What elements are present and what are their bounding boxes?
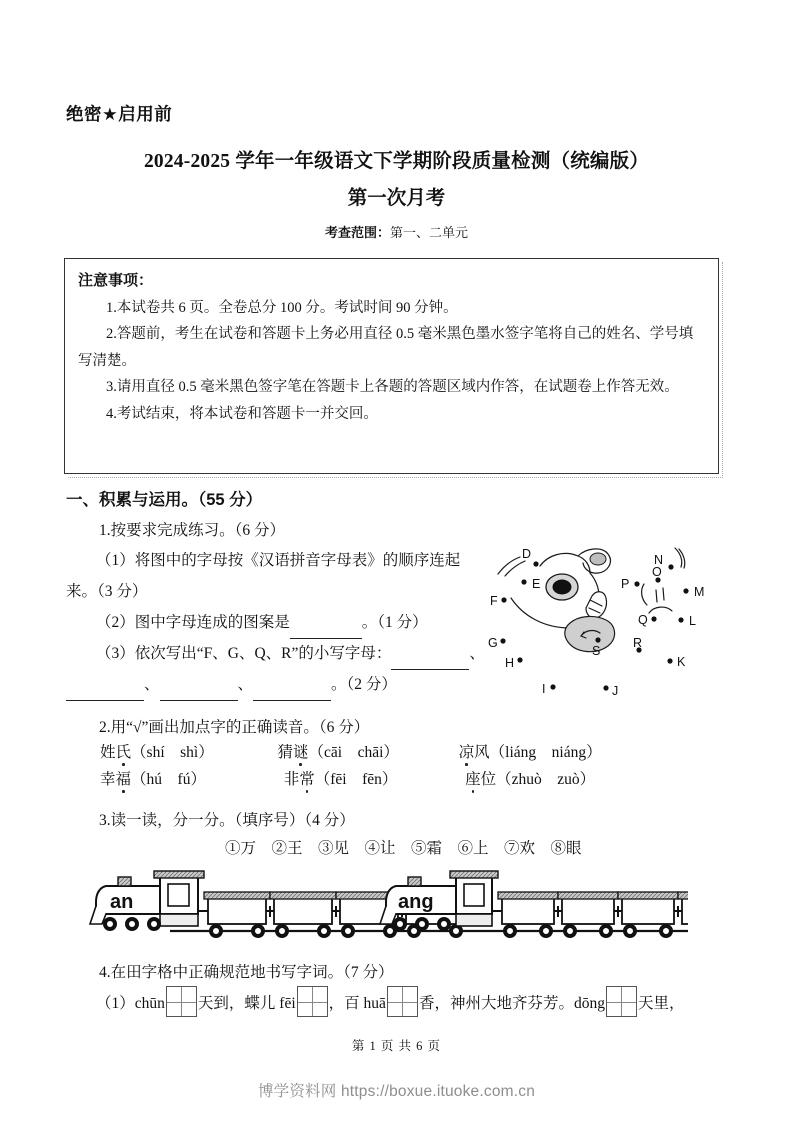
q2-item	[284, 771, 398, 788]
question-1-sub3-line2	[66, 670, 397, 701]
puzzle-letter-I: I	[542, 682, 546, 696]
puzzle-letter-S: S	[592, 644, 601, 658]
puzzle-letter-O: O	[652, 565, 662, 579]
exam-scope	[0, 222, 793, 241]
comma-3: 、	[237, 676, 254, 693]
question-1-sub1-line2: 来。（3 分）	[66, 583, 148, 600]
question-3-stem: 3.读一读，分一分。（填序号）（4 分）	[99, 812, 355, 829]
q2-item	[465, 771, 595, 788]
question-1-sub3-line1	[96, 639, 485, 670]
question-1-sub2-post: 。（1 分）	[361, 614, 428, 631]
tianzige-cell[interactable]	[297, 986, 328, 1017]
tianzige-cell[interactable]	[387, 986, 418, 1017]
puzzle-letter-K: K	[677, 655, 686, 669]
answer-blank[interactable]	[391, 639, 469, 670]
notice-box	[64, 258, 719, 474]
comma-1: 、	[469, 645, 485, 662]
page-subtitle: 第一次月考	[347, 188, 446, 209]
question-4-stem: 4.在田字格中正确规范地书写字词。（7 分）	[99, 964, 394, 981]
q2-word-post: 风	[474, 744, 490, 761]
q2-item	[459, 744, 602, 761]
q2-options[interactable]: （zhuò zuò）	[496, 771, 596, 788]
puzzle-letter-J: J	[612, 684, 619, 698]
q4-text-3: 香，神州大地齐芬芳。	[418, 995, 574, 1012]
train-label-ang: ang	[398, 891, 434, 913]
puzzle-letter-H: H	[505, 656, 515, 670]
notice-item: 3.请用直径 0.5 毫米黑色签字笔在答题卡上各题的答题区域内作答，在试题卷上作答无效。	[106, 379, 679, 395]
q2-dotted-char: 福	[115, 771, 132, 788]
question-2-row-1	[100, 738, 602, 768]
q4-text-2: ，百	[328, 995, 364, 1012]
puzzle-letter-D: D	[522, 547, 532, 561]
answer-blank[interactable]	[253, 670, 331, 701]
q4-text-4: 天里，	[637, 995, 685, 1012]
q4-text-1: 天到，蝶儿	[197, 995, 280, 1012]
answer-blank[interactable]	[290, 608, 362, 639]
page-title: 2024-2025 学年一年级语文下学期阶段质量检测（统编版）	[143, 151, 650, 172]
q4-pinyin-hua: huā	[363, 995, 386, 1012]
train-illustration	[88, 862, 688, 940]
answer-blank[interactable]	[66, 670, 144, 701]
puzzle-letter-L: L	[689, 614, 696, 628]
notice-item: 2.答题前，考生在试卷和答题卡上务必用直径 0.5 毫米黑色墨水签字笔将自己的姓名、学号填写清楚。	[78, 326, 694, 369]
puzzle-letter-R: R	[633, 636, 643, 650]
question-1-sub3-post: 。（2 分）	[331, 676, 397, 693]
q2-word-pre: 猜	[277, 744, 293, 761]
q2-dotted-char: 氏	[115, 744, 132, 761]
q4-pinyin-fei: fēi	[279, 995, 296, 1012]
q2-options[interactable]: （cāi chāi）	[308, 744, 399, 761]
question-1-sub2	[96, 608, 428, 639]
puzzle-letter-N: N	[654, 553, 664, 567]
q2-dotted-char: 座	[465, 771, 481, 788]
secret-label: 绝密★启用前	[66, 104, 173, 124]
train-label-an: an	[110, 891, 134, 913]
section-heading-one: 一、积累与运用。（55 分）	[66, 491, 263, 509]
q2-options[interactable]: （fēi fēn）	[314, 771, 398, 788]
question-1-stem: 1.按要求完成练习。（6 分）	[99, 522, 286, 539]
answer-blank[interactable]	[160, 670, 238, 701]
q2-item	[100, 744, 214, 761]
comma-2: 、	[144, 676, 160, 693]
puzzle-letter-P: P	[621, 577, 630, 591]
q2-dotted-char: 常	[299, 771, 315, 788]
q2-options[interactable]: （liáng niáng）	[489, 744, 602, 761]
question-4-sub1	[96, 986, 684, 1019]
q4-pinyin-dong: dōng	[573, 995, 605, 1012]
tianzige-cell[interactable]	[166, 986, 197, 1017]
q2-item	[100, 771, 206, 788]
puzzle-letter-G: G	[488, 636, 498, 650]
tianzige-cell[interactable]	[606, 986, 637, 1017]
q2-dotted-char: 凉	[458, 744, 475, 761]
notice-title: 注意事项：	[78, 272, 154, 289]
puzzle-letter-E: E	[532, 577, 541, 591]
puzzle-letter-M: M	[694, 585, 705, 599]
q4-pinyin-chun: chūn	[134, 995, 165, 1012]
q2-item	[277, 744, 398, 761]
puzzle-letter-Q: Q	[638, 613, 648, 627]
q2-word-pre: 姓	[100, 744, 116, 761]
question-3-choices: ①万 ②王 ③见 ④让 ⑤霜 ⑥上 ⑦欢 ⑧眼	[225, 840, 582, 857]
q2-options[interactable]: （shí shì）	[131, 744, 214, 761]
site-watermark: 博学资料网 https://boxue.ituoke.com.cn	[257, 1083, 536, 1100]
q2-word-pre: 非	[283, 771, 300, 788]
page-footer: 第 1 页 共 6 页	[351, 1039, 442, 1053]
puzzle-letter-F: F	[490, 594, 498, 608]
question-1-sub3-pre: （3）依次写出“F、G、Q、R”的小写字母：	[96, 645, 392, 662]
q2-options[interactable]: （hú fú）	[131, 771, 206, 788]
exam-scope-value: 第一、二单元	[390, 225, 469, 240]
exam-scope-label: 考查范围：	[324, 225, 390, 240]
question-1-sub2-pre: （2）图中字母连成的图案是	[96, 614, 290, 631]
dot-to-dot-puzzle-image	[478, 528, 738, 713]
question-2-stem: 2.用“√”画出加点字的正确读音。（6 分）	[99, 719, 370, 736]
q2-word-post: 位	[480, 771, 497, 788]
notice-item: 4.考试结束，将本试卷和答题卡一并交回。	[106, 405, 378, 422]
q2-dotted-char: 谜	[292, 744, 309, 761]
q2-word-pre: 幸	[100, 771, 116, 788]
question-1-sub1-line1: （1）将图中的字母按《汉语拼音字母表》的顺序连起	[96, 552, 461, 569]
notice-item: 1.本试卷共 6 页。全卷总分 100 分。考试时间 90 分钟。	[106, 299, 458, 316]
question-2-row-2	[100, 765, 595, 795]
q4-lead: （1）	[96, 995, 135, 1012]
